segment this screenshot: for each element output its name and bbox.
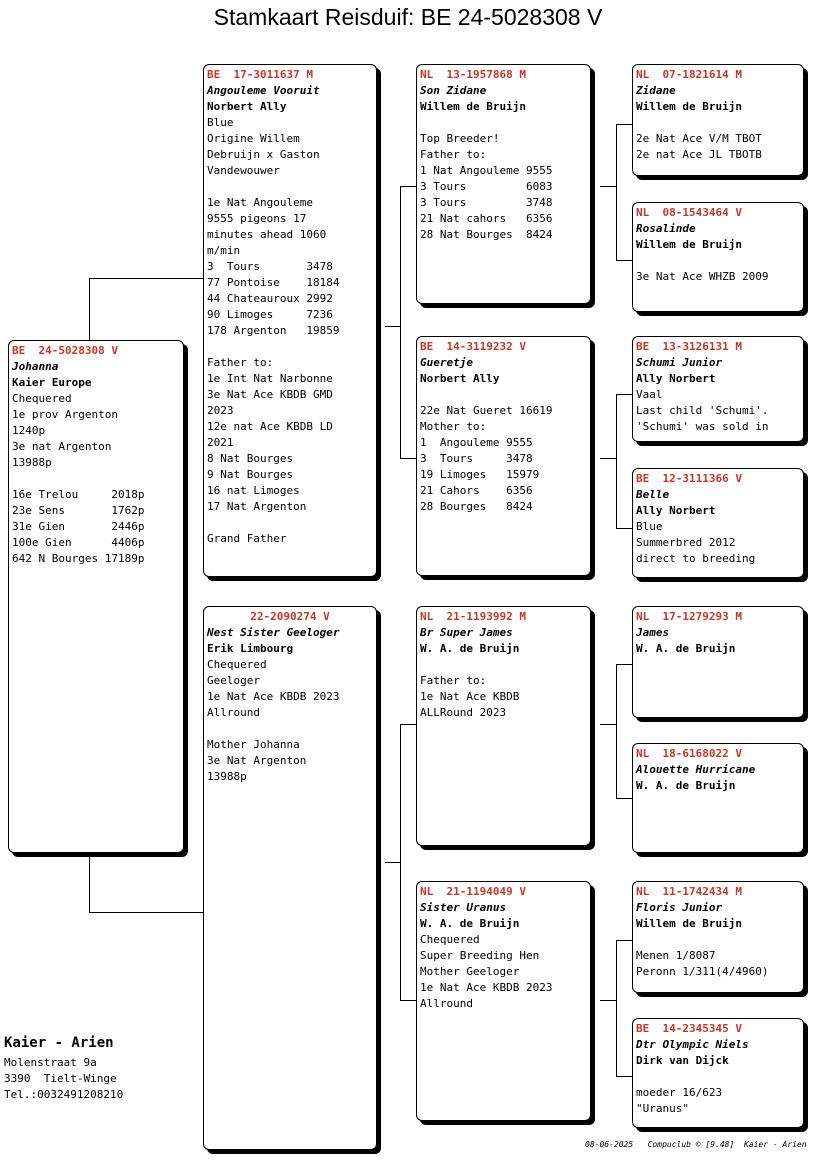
pigeon-name: Br Super James — [420, 626, 513, 639]
ring-number: NL 21-1194049 V — [420, 885, 526, 898]
info-line: 3 Tours 3478 — [420, 452, 533, 465]
ring-number: BE 14-2345345 V — [636, 1022, 742, 1035]
info-line: Mother Johanna — [207, 738, 300, 751]
info-line: 3 Tours 3748 — [420, 196, 553, 209]
breeder-name: Norbert Ally — [420, 372, 500, 385]
info-line: 2e Nat Ace V/M TBOT — [636, 132, 762, 145]
connector — [89, 278, 204, 279]
owner-address-city: 3390 Tielt-Winge — [4, 1072, 117, 1085]
info-line — [420, 387, 587, 403]
ring-number: BE 24-5028308 V — [12, 344, 118, 357]
connector — [616, 124, 617, 260]
ring-number: NL 13-1957868 M — [420, 68, 526, 81]
info-line: Summerbred 2012 — [636, 536, 736, 549]
ring-number: BE 17-3011637 M — [207, 68, 313, 81]
info-line: 19 Limoges 15979 — [420, 468, 540, 481]
pigeon-name: Gueretje — [420, 356, 473, 369]
info-line: 178 Argenton 19859 — [207, 324, 340, 337]
info-line: Father to: — [420, 674, 487, 687]
breeder-name: W. A. de Bruijn — [636, 779, 736, 792]
info-line: Geeloger — [207, 674, 260, 687]
pigeon-name: Sister Uranus — [420, 901, 507, 914]
info-line: Vandewouwer — [207, 164, 280, 177]
info-line: Chequered — [12, 392, 72, 405]
breeder-name: Kaier Europe — [12, 376, 92, 389]
info-line: 'Schumi' was sold in — [636, 420, 769, 433]
info-line: Menen 1/8087 — [636, 949, 716, 962]
info-line: Super Breeding Hen — [420, 949, 540, 962]
pigeon-name: James — [636, 626, 670, 639]
info-line: 1240p — [12, 424, 46, 437]
breeder-name: W. A. de Bruijn — [420, 642, 520, 655]
info-line: Chequered — [420, 933, 480, 946]
info-line: 1e Nat Ace KBDB 2023 — [207, 690, 340, 703]
info-line: 21 Nat cahors 6356 — [420, 212, 553, 225]
pigeon-card-ffm — [632, 202, 804, 312]
footer-text: 08-06-2025 Compuclub © [9.48] Kaier - Arien — [585, 1140, 807, 1149]
info-line — [420, 657, 587, 673]
pigeon-name: Belle — [636, 488, 670, 501]
pigeon-card-mff — [632, 606, 804, 718]
breeder-name: Ally Norbert — [636, 504, 716, 517]
info-line: 2023 — [207, 404, 234, 417]
info-line: Mother Geeloger — [420, 965, 520, 978]
info-line: 13988p — [207, 770, 247, 783]
info-line: 3e nat Argenton — [12, 440, 112, 453]
ring-number: 22-2090274 V — [250, 610, 330, 623]
info-line: Debruijn x Gaston — [207, 148, 320, 161]
info-line: 9 Nat Bourges — [207, 468, 294, 481]
pigeon-name: Johanna — [12, 360, 59, 373]
pigeon-name: Angouleme Vooruit — [207, 84, 320, 97]
ring-number: BE 12-3111366 V — [636, 472, 742, 485]
info-line — [207, 515, 373, 531]
connector — [616, 394, 632, 395]
pigeon-name: Son Zidane — [420, 84, 487, 97]
info-line: minutes ahead 1060 — [207, 228, 327, 241]
info-line: Grand Father — [207, 532, 287, 545]
pigeon-card-father — [203, 64, 377, 577]
connector — [600, 186, 617, 187]
breeder-name: Erik Limbourg — [207, 642, 294, 655]
info-line: 1 Nat Angouleme 9555 — [420, 164, 553, 177]
pigeon-card-father-mother — [416, 336, 591, 576]
info-line: 1e Nat Ace KBDB 2023 — [420, 981, 553, 994]
pigeon-card-mfm — [632, 743, 804, 853]
breeder-name: Ally Norbert — [636, 372, 716, 385]
breeder-name: W. A. de Bruijn — [420, 917, 520, 930]
breeder-name: W. A. de Bruijn — [636, 642, 736, 655]
breeder-name: Willem de Bruijn — [636, 917, 742, 930]
info-line: 44 Chateauroux 2992 — [207, 292, 333, 305]
info-line: 1e Nat Angouleme — [207, 196, 313, 209]
info-line: 2021 — [207, 436, 234, 449]
pigeon-card-mother-mother — [416, 881, 591, 1121]
info-line: Vaal — [636, 388, 663, 401]
connector — [616, 124, 632, 125]
info-line: 642 N Bourges 17189p — [12, 552, 145, 565]
info-line — [420, 115, 587, 131]
info-line: 1e prov Argenton — [12, 408, 118, 421]
connector — [400, 724, 401, 1000]
info-line: Blue — [207, 116, 234, 129]
info-line: 3e Nat Ace KBDB GMD — [207, 388, 333, 401]
page-title: Stamkaart Reisduif: BE 24-5028308 V — [213, 4, 603, 30]
info-line: 1e Int Nat Narbonne — [207, 372, 333, 385]
connector — [616, 260, 632, 261]
pigeon-name: Zidane — [636, 84, 676, 97]
info-line: 22e Nat Gueret 16619 — [420, 404, 553, 417]
owner-address-street: Molenstraat 9a — [4, 1056, 97, 1069]
connector — [400, 186, 401, 458]
pigeon-card-mmf — [632, 881, 804, 993]
ring-number: BE 13-3126131 M — [636, 340, 742, 353]
connector — [89, 855, 90, 912]
info-line: Top Breeder! — [420, 132, 500, 145]
connector — [385, 862, 401, 863]
connector — [385, 326, 401, 327]
connector — [600, 458, 617, 459]
info-line: 1 Angouleme 9555 — [420, 436, 533, 449]
connector — [89, 912, 204, 913]
connector — [400, 458, 417, 459]
info-line — [207, 721, 373, 737]
info-line: 21 Cahors 6356 — [420, 484, 533, 497]
pigeon-name: Floris Junior — [636, 901, 723, 914]
info-line: 28 Nat Bourges 8424 — [420, 228, 553, 241]
info-line: 9555 pigeons 17 — [207, 212, 307, 225]
info-line: Allround — [420, 997, 473, 1010]
breeder-name: Norbert Ally — [207, 100, 287, 113]
info-line: 16e Trelou 2018p — [12, 488, 145, 501]
info-line: ALLRound 2023 — [420, 706, 507, 719]
connector — [616, 940, 632, 941]
info-line: 1e Nat Ace KBDB — [420, 690, 520, 703]
info-line: 23e Sens 1762p — [12, 504, 145, 517]
info-line: moeder 16/623 — [636, 1086, 723, 1099]
pigeon-card-fmm — [632, 468, 804, 578]
connector — [616, 394, 617, 528]
connector — [616, 940, 617, 1076]
owner-name: Kaier - Arien — [4, 1035, 114, 1051]
pigeon-card-mmm — [632, 1018, 804, 1128]
info-line: 3 Tours 3478 — [207, 260, 333, 273]
info-line: 100e Gien 4406p — [12, 536, 145, 549]
info-line: 31e Gien 2446p — [12, 520, 145, 533]
connector — [600, 724, 617, 725]
info-line: 77 Pontoise 18184 — [207, 276, 340, 289]
info-line: Origine Willem — [207, 132, 300, 145]
info-line — [636, 932, 800, 948]
info-line: 28 Bourges 8424 — [420, 500, 533, 513]
info-line: 13988p — [12, 456, 52, 469]
info-line: 12e nat Ace KBDB LD — [207, 420, 333, 433]
connector — [89, 278, 90, 340]
breeder-name: Willem de Bruijn — [636, 238, 742, 251]
pigeon-name: Nest Sister Geeloger — [207, 626, 340, 639]
info-line: 2e nat Ace JL TBOTB — [636, 148, 762, 161]
info-line — [207, 339, 373, 355]
info-line — [207, 179, 373, 195]
owner-phone: Tel.:0032491208210 — [4, 1088, 124, 1101]
info-line: Chequered — [207, 658, 267, 671]
pigeon-name: Dtr Olympic Niels — [636, 1038, 749, 1051]
info-line: direct to breeding — [636, 552, 756, 565]
connector — [600, 1000, 617, 1001]
connector — [616, 664, 632, 665]
ring-number: NL 17-1279293 M — [636, 610, 742, 623]
pigeon-card-fmf — [632, 336, 804, 442]
info-line: Father to: — [207, 356, 274, 369]
connector — [616, 1076, 632, 1077]
breeder-name: Dirk van Dijck — [636, 1054, 729, 1067]
ring-number: NL 07-1821614 M — [636, 68, 742, 81]
info-line: 3e Nat Ace WHZB 2009 — [636, 270, 769, 283]
info-line: 8 Nat Bourges — [207, 452, 294, 465]
info-line: 16 nat Limoges — [207, 484, 300, 497]
info-line: Last child 'Schumi'. — [636, 404, 769, 417]
info-line: Father to: — [420, 148, 487, 161]
pigeon-card-fff — [632, 64, 804, 176]
info-line — [12, 471, 180, 487]
owner-block — [4, 1035, 123, 1103]
info-line: m/min — [207, 244, 241, 257]
info-line: 90 Limoges 7236 — [207, 308, 333, 321]
info-line — [636, 1069, 800, 1085]
info-line: Blue — [636, 520, 663, 533]
connector — [616, 798, 632, 799]
ring-number: NL 21-1193992 M — [420, 610, 526, 623]
info-line: 3e Nat Argenton — [207, 754, 307, 767]
info-line: 17 Nat Argenton — [207, 500, 307, 513]
info-line: Allround — [207, 706, 260, 719]
connector — [616, 528, 632, 529]
info-line — [636, 253, 800, 269]
pigeon-card-mother-father — [416, 606, 591, 846]
connector — [400, 724, 417, 725]
ring-number: NL 18-6168022 V — [636, 747, 742, 760]
pigeon-card-mother — [203, 606, 377, 1150]
ring-number: NL 11-1742434 M — [636, 885, 742, 898]
info-line: 3 Tours 6083 — [420, 180, 553, 193]
info-line: Mother to: — [420, 420, 487, 433]
breeder-name: Willem de Bruijn — [420, 100, 526, 113]
ring-number: NL 08-1543464 V — [636, 206, 742, 219]
pigeon-name: Rosalinde — [636, 222, 696, 235]
connector — [400, 186, 417, 187]
pigeon-card-subject — [8, 340, 184, 853]
connector — [400, 1000, 417, 1001]
info-line — [636, 115, 800, 131]
info-line: "Uranus" — [636, 1102, 689, 1115]
pigeon-name: Schumi Junior — [636, 356, 723, 369]
breeder-name: Willem de Bruijn — [636, 100, 742, 113]
connector — [616, 664, 617, 798]
pigeon-card-father-father — [416, 64, 591, 304]
info-line: Peronn 1/311(4/4960) — [636, 965, 769, 978]
ring-number: BE 14-3119232 V — [420, 340, 526, 353]
pigeon-name: Alouette Hurricane — [636, 763, 756, 776]
